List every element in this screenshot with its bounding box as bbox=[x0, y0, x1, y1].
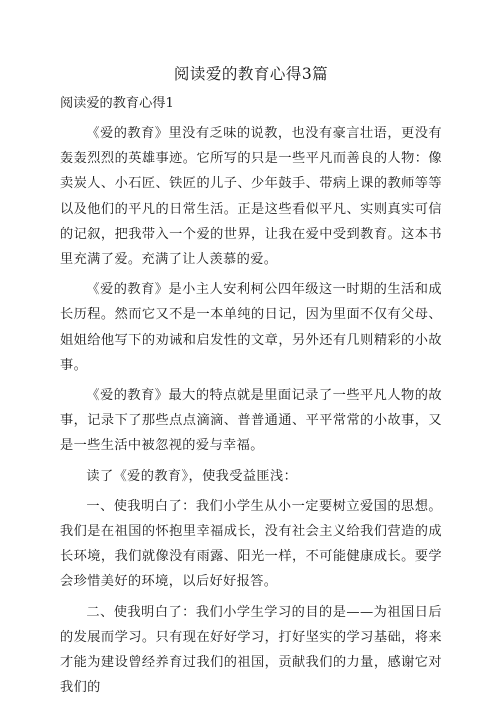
paragraph-6: 二、使我明白了：我们小学生学习的目的是——为祖国日后的发展而学习。只有现在好好学习，打好坚实的学习基础，将来才能为建设曾经养育过我们的祖国，贡献我们的力量，感谢它对我们的 bbox=[60, 604, 442, 696]
section-heading: 阅读爱的教育心得1 bbox=[60, 96, 174, 111]
paragraph-5: 一、使我明白了：我们小学生从小一定要树立爱国的思想。我们是在祖国的怀抱里幸福成长，没有社会主义给我们营造的成长环境，我们就像没有雨露、阳光一样，不可能健康成长。要学会珍惜美好的环境，以后好好报答。 bbox=[60, 498, 442, 590]
paragraph-1: 《爱的教育》里没有乏味的说教，也没有豪言壮语，更没有轰轰烈烈的英雄事迹。它所写的只是一些平凡而善良的人物：像卖炭人、小石匠、铁匠的儿子、少年鼓手、带病上课的教师等等以及他们的平凡的日常生活。正是这些看似平凡、实则真实可信的记叙，把我带入一个爱的世界，让我在爱中受到教育。这本书里充满了爱。充满了让人羡慕的爱。 bbox=[60, 126, 442, 268]
paragraph-4: 读了《爱的教育》，使我受益匪浅： bbox=[86, 468, 298, 484]
paragraph-2: 《爱的教育》是小主人安利柯公四年级这一时期的生活和成长历程。然而它又不是一本单纯的日记，因为里面不仅有父母、姐姐给他写下的劝诫和启发性的文章，另外还有几则精彩的小故事。 bbox=[60, 282, 442, 373]
paragraph-3: 《爱的教育》最大的特点就是里面记录了一些平凡人物的故事，记录下了那些点点滴滴、普普通通、平平常常的小故事，又是一些生活中被忽视的爱与幸福。 bbox=[60, 388, 442, 454]
document-title: 阅读爱的教育心得3篇 bbox=[173, 65, 329, 83]
